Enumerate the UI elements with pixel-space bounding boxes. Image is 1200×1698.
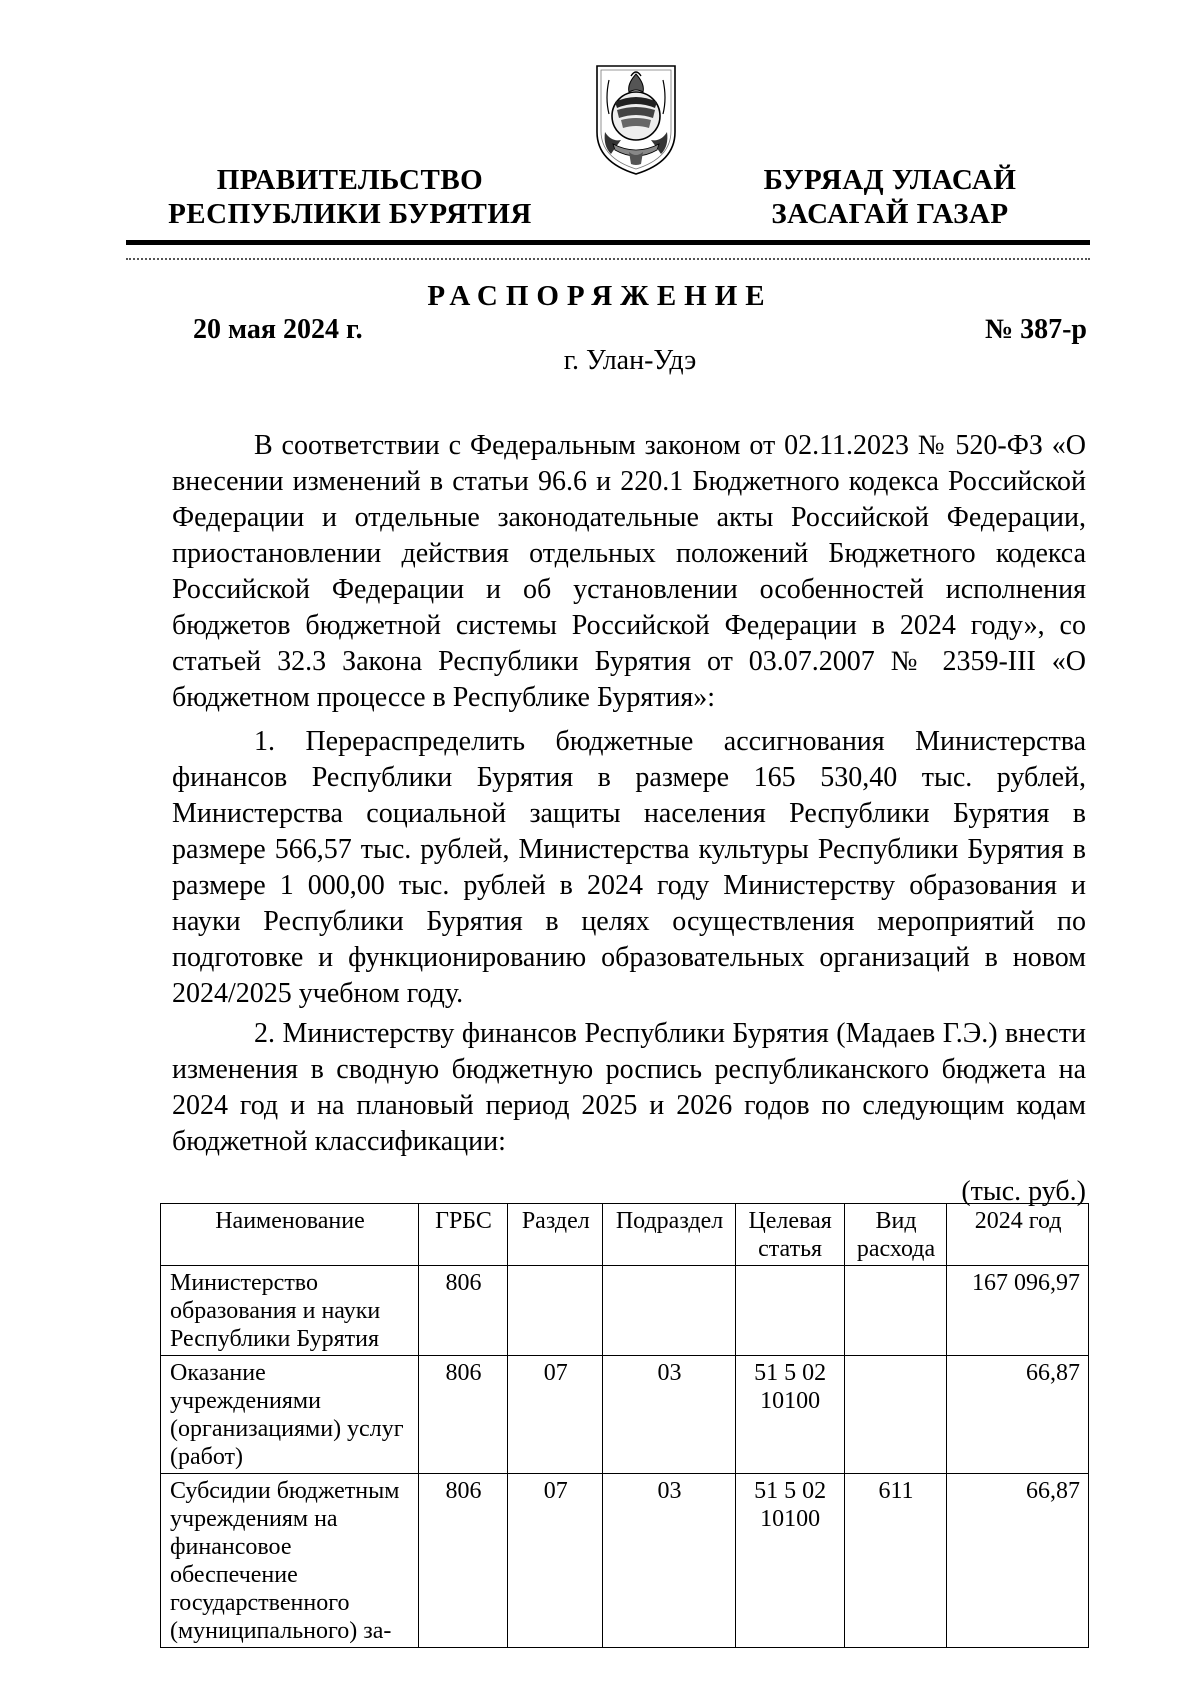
cell-expense	[844, 1266, 947, 1356]
cell-expense	[844, 1356, 947, 1474]
col-header-year: 2024 год	[947, 1204, 1089, 1266]
cell-year: 66,87	[947, 1356, 1089, 1474]
cell-grbs: 806	[418, 1356, 507, 1474]
col-header-subsection: Подраздел	[603, 1204, 735, 1266]
document-title: РАСПОРЯЖЕНИЕ	[427, 280, 773, 312]
cell-section: 07	[508, 1356, 603, 1474]
cell-subsection: 03	[603, 1474, 735, 1648]
header-right	[750, 163, 1030, 231]
col-header-section: Раздел	[508, 1204, 603, 1266]
paragraph-item-2: 2. Министерству финансов Республики Бурятия (Мадаев Г.Э.) внести изменения в сводную бюджетную роспись республиканского бюджета на 2024 год и на плановый период 2025 и 2026 годов по следующим кодам бюджетной классификации:	[172, 1018, 1086, 1157]
cell-name: Субсидии бюджетным учреждениям на финансовое обеспечение государственного (муниципального) за-	[161, 1474, 419, 1648]
cell-grbs: 806	[418, 1474, 507, 1648]
col-header-target: Целевая статья	[735, 1204, 844, 1266]
cell-section: 07	[508, 1474, 603, 1648]
cell-subsection: 03	[603, 1356, 735, 1474]
cell-section	[508, 1266, 603, 1356]
paragraph-item-1: 1. Перераспределить бюджетные ассигнования Министерства финансов Республики Бурятия в размере 165 530,40 тыс. рублей, Министерства социальной защиты населения Республики Бурятия в размере 566,57 тыс. рублей, Министерства культуры Республики Бурятия в размере 1 000,00 тыс. рублей в 2024 году Министерству образования и науки Республики Бурятия в целях осуществления мероприятий по подготовке и функционированию образовательных организаций в новом 2024/2025 учебном году.	[172, 726, 1086, 1009]
cell-target: 51 5 02 10100	[735, 1474, 844, 1648]
cell-subsection	[603, 1266, 735, 1356]
header-left-line2: РЕСПУБЛИКИ БУРЯТИЯ	[168, 198, 532, 230]
budget-table	[160, 1203, 1089, 1648]
table-row	[161, 1356, 1089, 1474]
table-unit-label: (тыс. руб.)	[961, 1176, 1086, 1207]
col-header-grbs: ГРБС	[418, 1204, 507, 1266]
header-right-line1: БУРЯАД УЛАСАЙ	[763, 164, 1017, 196]
header-right-line2: ЗАСАГАЙ ГАЗАР	[771, 198, 1009, 230]
cell-target	[735, 1266, 844, 1356]
header-left-line1: ПРАВИТЕЛЬСТВО	[216, 164, 484, 196]
cell-year: 66,87	[947, 1474, 1089, 1648]
col-header-expense: Вид расхода	[844, 1204, 947, 1266]
cell-year: 167 096,97	[947, 1266, 1089, 1356]
header-left	[165, 163, 535, 231]
table-header-row	[161, 1204, 1089, 1266]
table-row	[161, 1474, 1089, 1648]
document-city: г. Улан-Удэ	[563, 345, 697, 376]
coat-of-arms-icon	[591, 58, 681, 176]
header-divider-thick	[126, 240, 1090, 245]
cell-expense: 611	[844, 1474, 947, 1648]
table-row	[161, 1266, 1089, 1356]
cell-name: Министерство образования и науки Республики Бурятия	[161, 1266, 419, 1356]
header-divider-thin	[126, 258, 1090, 260]
document-number: № 387-р	[984, 314, 1087, 345]
paragraph-preamble: В соответствии с Федеральным законом от 02.11.2023 № 520-ФЗ «О внесении изменений в статьи 96.6 и 220.1 Бюджетного кодекса Российской Федерации и отдельные законодательные акты Российской Федерации, приостановлении действия отдельных положений Бюджетного кодекса Российской Федерации и об установлении особенностей исполнения бюджетов бюджетной системы Российской Федерации в 2024 году», со статьей 32.3 Закона Республики Бурятия от 03.07.2007 № 2359-III «О бюджетном процессе в Республике Бурятия»:	[172, 430, 1086, 713]
cell-grbs: 806	[418, 1266, 507, 1356]
cell-target: 51 5 02 10100	[735, 1356, 844, 1474]
col-header-name: Наименование	[161, 1204, 419, 1266]
cell-name: Оказание учреждениями (организациями) услуг (работ)	[161, 1356, 419, 1474]
document-date: 20 мая 2024 г.	[193, 314, 363, 345]
